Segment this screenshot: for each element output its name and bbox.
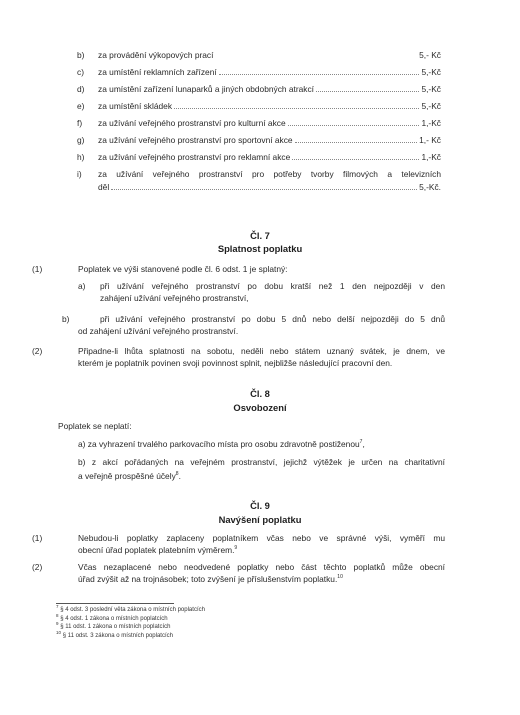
article-7-item-b-line-2: od zahájení užívání veřejného prostranství.	[78, 326, 239, 336]
fee-text-continued: děl	[98, 182, 110, 192]
fee-text: za umístění zařízení lunaparků a jiných obdobných atrakcí	[98, 84, 315, 94]
dot-leader	[292, 159, 419, 160]
article-7-paragraph-1: Poplatek ve výši stanovené podle čl. 6 odst. 1 je splatný:	[78, 264, 288, 274]
fee-text: za užívání veřejného prostranství pro reklamní akce	[98, 152, 291, 162]
fee-letter: i)	[77, 169, 82, 179]
footnote-text: § 11 odst. 1 zákona o místních poplatcích	[60, 624, 171, 630]
fee-amount: 5,- Kč	[419, 50, 441, 60]
article-9-paragraph-1-text: obecní úřad poplatek platebním výměrem.	[78, 545, 235, 555]
article-8-intro: Poplatek se neplatí:	[58, 421, 132, 431]
fee-letter: c)	[77, 67, 84, 77]
fee-amount: 5,-Kč	[421, 84, 441, 94]
article-9-paragraph-1-line-2	[78, 545, 237, 556]
footnote-ref: 10	[337, 574, 343, 581]
footnote-number: 7	[56, 604, 59, 609]
fee-letter: g)	[77, 135, 85, 145]
fee-amount: 5,-Kč	[421, 101, 441, 111]
fee-item	[77, 84, 441, 95]
fee-amount: 5,-Kč	[421, 67, 441, 77]
article-9-number: Čl. 9	[250, 500, 270, 511]
fee-text: za provádění výkopových prací	[98, 50, 214, 60]
fee-letter: b)	[77, 50, 85, 60]
fee-letter: e)	[77, 101, 85, 111]
fee-item	[77, 67, 441, 78]
article-9-paragraph-2-text: úřad zvýšit až na trojnásobek; toto zvýšení je příslušenstvím poplatku.	[78, 574, 338, 584]
article-7-item-a-line-1: při užívání veřejného prostranství po dobu kratší než 1 den nejpozději v den	[100, 281, 445, 291]
dot-leader	[316, 91, 419, 92]
article-8-item-a-text: a) za vyhrazení trvalého parkovacího místa pro osobu zdravotně postiženou	[78, 439, 360, 449]
dot-leader	[219, 74, 420, 75]
article-8-number: Čl. 8	[250, 388, 270, 399]
footnote-ref: 8	[175, 471, 179, 478]
article-9-title: Navýšení poplatku	[218, 514, 302, 525]
footnote-text: § 11 odst. 3 zákona o místních poplatcích	[62, 632, 173, 639]
article-8-item-b-text: a veřejně prospěšné účely	[78, 471, 176, 481]
footnote-number: 9	[56, 621, 59, 626]
article-9-paragraph-1-line-1: Nebudou-li poplatky zaplaceny poplatníkem včas nebo ve správné výši, vyměří mu	[78, 533, 445, 543]
footnote-number: 8	[56, 612, 59, 618]
footnote	[56, 612, 168, 624]
footnote-number: 10	[56, 629, 62, 635]
punctuation: .	[178, 471, 181, 481]
article-7-paragraph-2-line-1: Připadne-li lhůta splatnosti na sobotu, neděli nebo státem uznaný svátek, je dnem, ve	[78, 346, 445, 356]
fee-letter: d)	[77, 84, 85, 94]
footnote-ref: 7	[359, 439, 363, 446]
footnote	[56, 629, 173, 641]
fee-item	[77, 50, 441, 61]
paragraph-number: (2)	[32, 562, 43, 572]
fee-letter: f)	[77, 118, 83, 128]
fee-amount: 1,-Kč	[421, 118, 441, 128]
footnote	[56, 604, 205, 615]
article-8-item-a	[78, 439, 365, 450]
footnote-text: § 4 odst. 1 zákona o místních poplatcích	[60, 615, 168, 622]
fee-item	[77, 101, 441, 112]
fee-text: za umístění skládek	[98, 101, 173, 111]
fee-text: za užívání veřejného prostranství pro potřeby tvorby filmových a televizních	[98, 169, 441, 179]
article-7-title: Splatnost poplatku	[217, 243, 303, 254]
article-7-item-a-line-2: zahájení užívání veřejného prostranství,	[100, 293, 249, 303]
fee-item	[77, 118, 441, 129]
fee-amount: 1,-Kč	[421, 152, 441, 162]
footnote-separator	[56, 603, 174, 604]
dot-leader	[288, 125, 420, 126]
fee-text: za užívání veřejného prostranství pro kulturní akce	[98, 118, 286, 128]
dot-leader	[295, 142, 418, 143]
article-7-number: Čl. 7	[250, 230, 270, 241]
paragraph-number: (1)	[32, 533, 43, 543]
article-7-paragraph-2-line-2: kterém je poplatník povinen svoji povinnost splnit, nejbližše následující pracovní den.	[78, 358, 393, 368]
punctuation: ,	[362, 439, 365, 449]
article-8-item-b-line-1: b) z akcí pořádaných na veřejném prostranství, jejichž výtěžek je určen na charitativní	[78, 457, 445, 467]
footnote-text: § 4 odst. 3 poslední věta zákona o místních poplatcích	[60, 607, 205, 613]
item-label-b: b)	[62, 314, 70, 324]
fee-text: za umístění reklamních zařízení	[98, 67, 217, 77]
fee-item	[77, 135, 441, 146]
article-7-item-b-line-1: při užívání veřejného prostranství po dobu 5 dnů nebo delší nejpozději do 5 dnů	[100, 314, 445, 324]
fee-amount: 1,- Kč	[419, 135, 441, 145]
footnote	[56, 621, 171, 632]
dot-leader	[111, 189, 417, 190]
paragraph-number: (2)	[32, 346, 43, 356]
fee-text: za užívání veřejného prostranství pro sportovní akce	[98, 135, 293, 145]
item-label-a: a)	[78, 281, 86, 291]
article-8-item-b-line-2	[78, 471, 181, 482]
fee-letter: h)	[77, 152, 85, 162]
article-9-paragraph-2-line-1: Včas nezaplacené nebo neodvedené poplatky nebo část těchto poplatků může obecní	[78, 562, 445, 572]
footnote-ref: 9	[234, 545, 238, 552]
article-9-paragraph-2-line-2	[78, 574, 343, 585]
fee-item-i-continuation	[98, 182, 441, 193]
fee-item	[77, 152, 441, 163]
paragraph-number: (1)	[32, 264, 43, 274]
article-8-title: Osvobození	[233, 402, 287, 413]
fee-amount: 5,-Kč.	[419, 182, 441, 192]
fee-item-i	[77, 169, 441, 180]
dot-leader	[174, 108, 419, 109]
